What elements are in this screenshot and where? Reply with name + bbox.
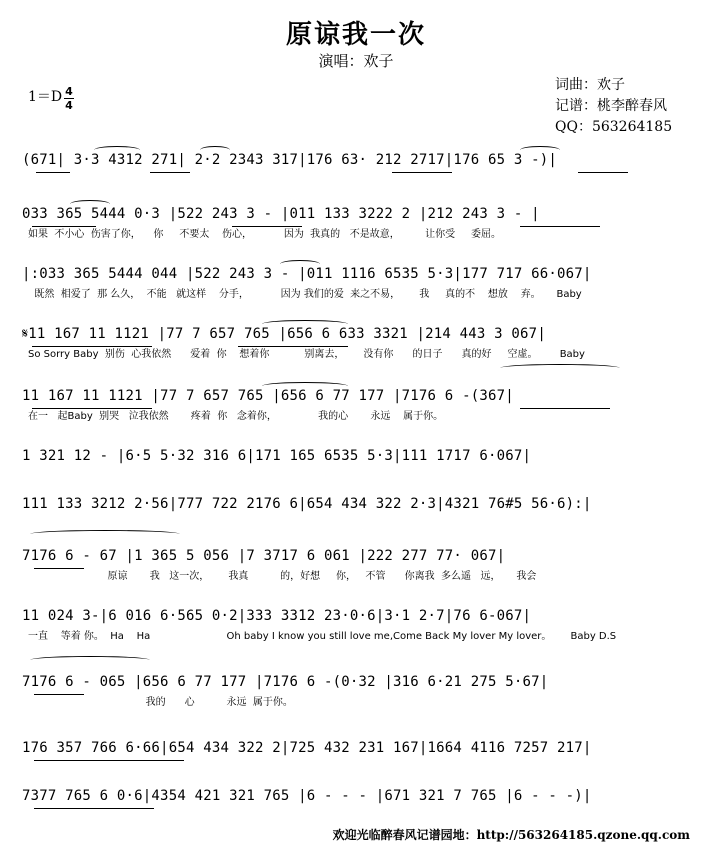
volta-bracket [30, 530, 180, 538]
beam-underline [520, 408, 610, 409]
lyric-row-9: 一直 等着 你。 Ha Ha Oh baby I know you still love me,Come Back My lover My lover。 Baby D.S [28, 631, 617, 642]
beam-underline [392, 172, 452, 173]
time-signature [64, 86, 74, 111]
slur-arc [280, 260, 320, 268]
score-row-12: 7377 765 6 0·6|4354 421 321 765 |6 - - - |671 321 7 765 |6 - - -)| [22, 788, 592, 804]
slur-arc [200, 146, 230, 154]
lyric-row-2: 如果 不小心 伤害了你， 你 不要太 伤心， 因为 我真的 不是故意， 让你受 委屈。 [28, 229, 502, 240]
beam-underline [238, 346, 348, 347]
beam-underline [232, 226, 302, 227]
score-row-7: 111 133 3212 2·56|777 722 2176 6|654 434 322 2·3|4321 76#5 56·6):| [22, 496, 592, 512]
volta-bracket [30, 656, 150, 664]
score-row-4: 𝄋11 167 11 1121 |77 7 657 765 |656 6 633 3321 |214 443 3 067| [22, 326, 546, 342]
slur-arc [262, 320, 348, 328]
slur-arc [70, 200, 110, 208]
score-row-11: 176 357 766 6·66|654 434 322 2|725 432 231 167|1664 4116 7257 217| [22, 740, 592, 756]
beam-underline [34, 568, 84, 569]
transcriber-credit: 记谱：桃李醉春风 [555, 98, 667, 114]
score-row-9: 11 024 3-|6 016 6·565 0·2|333 3312 23·0·6|3·1 2·7|76 6-067| [22, 608, 532, 624]
song-title: 原谅我一次 [285, 20, 426, 50]
lyric-row-4: So Sorry Baby 别伤 心我依然 爱着 你 想着你 别离去， 没有你 的日子 真的好 空虚。 Baby [28, 349, 585, 360]
lyric-row-3: 既然 相爱了 那 么久， 不能 就这样 分手， 因为 我们的爱 来之不易， 我 真的不 想放 弃。 Baby [28, 289, 582, 300]
footer-credit: 欢迎光临醉春风记谱园地：http://563264185.qzone.qq.com [332, 828, 690, 842]
score-row-10: 7176 6 - 065 |656 6 77 177 |7176 6 -(0·32 |316 6·21 275 5·67| [22, 674, 549, 690]
slur-arc [262, 382, 348, 390]
lyricist-credit: 词曲：欢子 [555, 77, 625, 93]
beam-underline [150, 172, 190, 173]
beam-underline [32, 346, 152, 347]
volta-bracket [500, 364, 620, 372]
beam-underline [578, 172, 628, 173]
beam-underline [34, 694, 84, 695]
qq-credit: QQ：563264185 [555, 119, 673, 135]
lyric-row-8: 原谅 我 这一次， 我真 的，好想 你， 不管 你离我 多么遥 远， 我会 [28, 571, 537, 582]
score-row-3: |:033 365 5444 044 |522 243 3 - |011 1116 6535 5·3|177 717 66·067| [22, 266, 592, 282]
slur-arc [520, 146, 560, 154]
beam-underline [34, 760, 184, 761]
slur-arc [94, 146, 140, 154]
beam-underline [32, 226, 96, 227]
beam-underline [36, 172, 70, 173]
beam-underline [34, 808, 154, 809]
time-signature-bottom: 4 [65, 99, 73, 112]
singer-credit: 演唱：欢子 [318, 52, 394, 70]
lyric-row-5: 在一 起Baby 别哭 泣我依然 疼着 你 念着你， 我的心 永远 属于你。 [28, 411, 444, 422]
score-row-2: 033 365 5444 0·3 |522 243 3 - |011 133 3222 2 |212 243 3 - | [22, 206, 540, 222]
score-row-8: 7176 6 - 67 |1 365 5 056 |7 3717 6 061 |222 277 77· 067| [22, 548, 506, 564]
lyric-row-10: 我的 心 永远 属于你。 [28, 697, 293, 708]
beam-underline [520, 226, 600, 227]
key-signature: 1＝D [28, 89, 63, 105]
time-signature-top: 4 [65, 85, 73, 98]
score-row-1: (671| 3·3 4312 271| 2·2 2343 317|176 63· 212 2717|176 65 3 -)| [22, 152, 557, 168]
beam-underline [32, 408, 152, 409]
score-row-6: 1 321 12 - |6·5 5·32 316 6|171 165 6535 5·3|111 1717 6·067| [22, 448, 532, 464]
score-row-5: 11 167 11 1121 |77 7 657 765 |656 6 77 177 |7176 6 -(367| [22, 388, 514, 404]
